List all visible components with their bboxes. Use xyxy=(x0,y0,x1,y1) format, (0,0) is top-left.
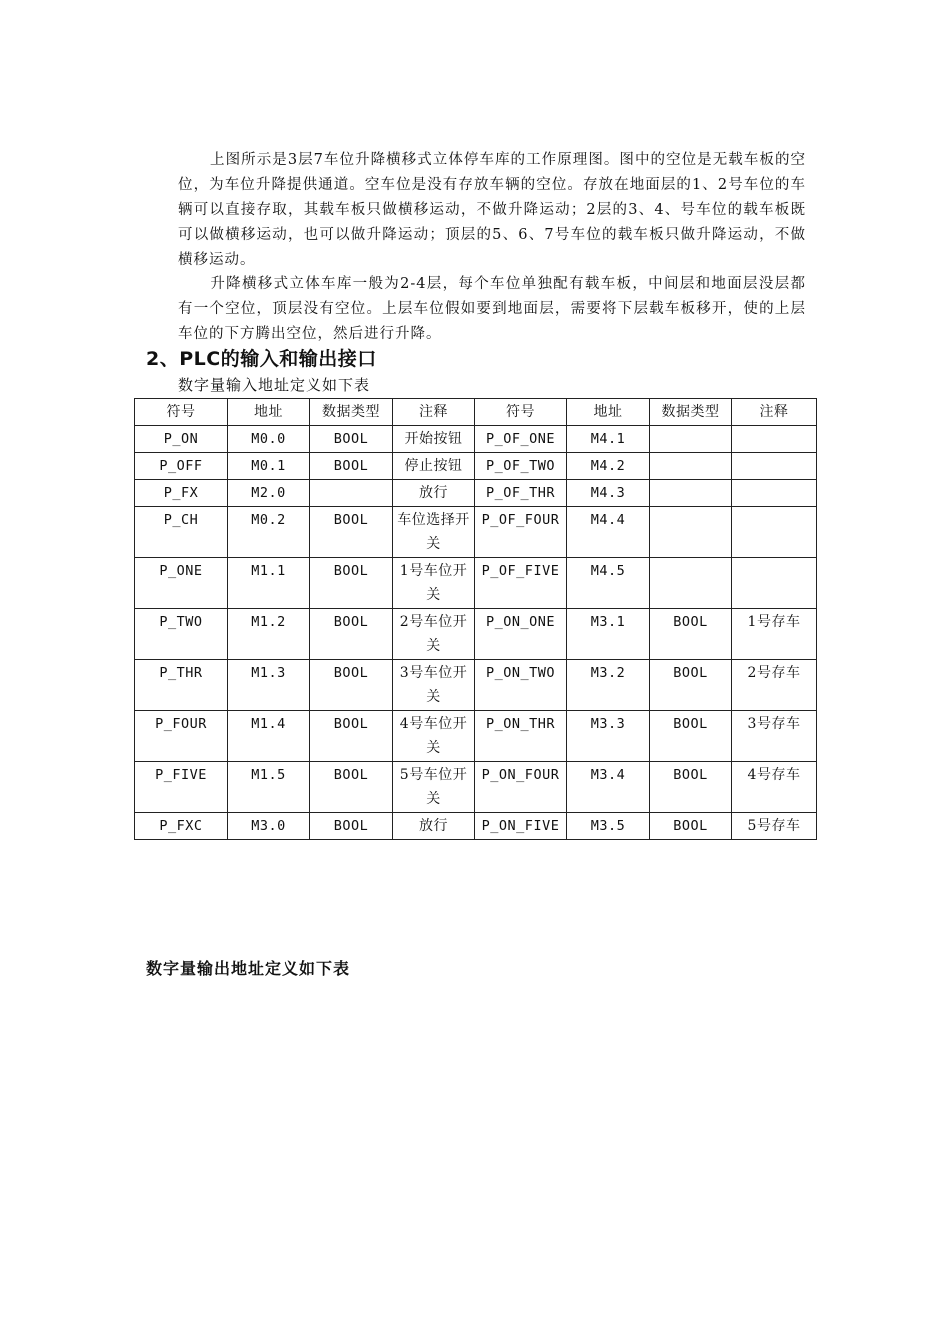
table-cell: 停止按钮 xyxy=(393,453,475,480)
table-cell: 开始按钮 xyxy=(393,426,475,453)
table-cell: P_ON_TWO xyxy=(475,660,567,711)
table-cell xyxy=(650,480,732,507)
table-cell xyxy=(650,507,732,558)
table-cell: 4号车位开关 xyxy=(393,711,475,762)
table-cell: M4.1 xyxy=(567,426,650,453)
table-cell xyxy=(732,480,817,507)
table-cell: P_ON_FIVE xyxy=(475,813,567,840)
table-cell: BOOL xyxy=(650,762,732,813)
table-cell: M2.0 xyxy=(228,480,310,507)
table-cell: P_FOUR xyxy=(135,711,228,762)
table-cell: M3.3 xyxy=(567,711,650,762)
table-cell: P_OF_FIVE xyxy=(475,558,567,609)
table-cell: BOOL xyxy=(310,711,393,762)
paragraph-2-text: 升降横移式立体车库一般为2-4层，每个车位单独配有载车板，中间层和地面层没层都有一个空位，顶层没有空位。上层车位假如要到地面层，需要将下层载车板移开，使的上层车位的下方腾出空位，然后进行升降。 xyxy=(178,276,806,342)
table-row xyxy=(135,813,817,840)
table-cell: M0.2 xyxy=(228,507,310,558)
table-row xyxy=(135,426,817,453)
table-cell: M1.4 xyxy=(228,711,310,762)
table-cell: BOOL xyxy=(310,813,393,840)
paragraph-lift-description xyxy=(178,272,806,347)
table-cell: BOOL xyxy=(310,426,393,453)
section-heading: 2、PLC的输入和输出接口 xyxy=(146,348,377,370)
table-cell: P_CH xyxy=(135,507,228,558)
table-cell: M1.3 xyxy=(228,660,310,711)
table-row xyxy=(135,609,817,660)
table-cell: 车位选择开关 xyxy=(393,507,475,558)
table-cell: 3号车位开关 xyxy=(393,660,475,711)
table-cell: P_FX xyxy=(135,480,228,507)
header-cell: 数据类型 xyxy=(310,399,393,426)
table-row xyxy=(135,660,817,711)
table-cell: 2号车位开关 xyxy=(393,609,475,660)
table-cell: M0.0 xyxy=(228,426,310,453)
table-cell: P_OF_FOUR xyxy=(475,507,567,558)
table-cell: P_OFF xyxy=(135,453,228,480)
table-cell: P_FXC xyxy=(135,813,228,840)
table-cell: BOOL xyxy=(310,609,393,660)
table-cell: BOOL xyxy=(650,813,732,840)
table-cell: 3号存车 xyxy=(732,711,817,762)
table-row xyxy=(135,762,817,813)
table-cell: P_ON xyxy=(135,426,228,453)
table-cell xyxy=(650,558,732,609)
paragraph-1-text: 上图所示是3层7车位升降横移式立体停车库的工作原理图。图中的空位是无载车板的空位，为车位升降提供通道。空车位是没有存放车辆的空位。存放在地面层的1、2号车位的车辆可以直接存取，其载车板只做横移运动，不做升降运动；2层的3、4、号车位的载车板既可以做横移运动，也可以做升降运动；顶层的5、6、7号车位的载车板只做升降运动，不做横移运动。 xyxy=(178,152,806,268)
output-table-caption: 数字量输出地址定义如下表 xyxy=(146,959,351,978)
header-cell: 数据类型 xyxy=(650,399,732,426)
table-cell: M4.2 xyxy=(567,453,650,480)
table-cell: BOOL xyxy=(310,660,393,711)
table-cell: BOOL xyxy=(310,453,393,480)
table-cell: 放行 xyxy=(393,813,475,840)
table-cell: 1号车位开关 xyxy=(393,558,475,609)
table-cell: P_FIVE xyxy=(135,762,228,813)
table-cell: BOOL xyxy=(310,507,393,558)
table-cell: M4.4 xyxy=(567,507,650,558)
table-cell xyxy=(732,558,817,609)
table-cell: P_TWO xyxy=(135,609,228,660)
header-cell: 地址 xyxy=(567,399,650,426)
header-cell: 符号 xyxy=(475,399,567,426)
table-row xyxy=(135,507,817,558)
table-cell: M3.4 xyxy=(567,762,650,813)
table-cell: BOOL xyxy=(310,762,393,813)
table-row xyxy=(135,558,817,609)
table-cell: M4.5 xyxy=(567,558,650,609)
table-cell: BOOL xyxy=(310,558,393,609)
input-table-caption: 数字量输入地址定义如下表 xyxy=(178,376,371,394)
table-cell xyxy=(650,453,732,480)
table-cell: M3.0 xyxy=(228,813,310,840)
table-cell: P_OF_THR xyxy=(475,480,567,507)
table-cell: M3.5 xyxy=(567,813,650,840)
table-cell: 2号存车 xyxy=(732,660,817,711)
table-row xyxy=(135,480,817,507)
table-cell: M1.5 xyxy=(228,762,310,813)
paragraph-parking-principle xyxy=(178,148,806,273)
table-cell xyxy=(650,426,732,453)
table-cell xyxy=(732,426,817,453)
table-row xyxy=(135,711,817,762)
table-cell: 1号存车 xyxy=(732,609,817,660)
table-cell: M1.2 xyxy=(228,609,310,660)
table-cell: M3.1 xyxy=(567,609,650,660)
table-row xyxy=(135,453,817,480)
header-cell: 地址 xyxy=(228,399,310,426)
table-cell xyxy=(310,480,393,507)
table-cell: P_OF_TWO xyxy=(475,453,567,480)
table-cell: P_THR xyxy=(135,660,228,711)
table-cell: BOOL xyxy=(650,609,732,660)
table-cell: P_OF_ONE xyxy=(475,426,567,453)
table-cell: 4号存车 xyxy=(732,762,817,813)
table-cell: 放行 xyxy=(393,480,475,507)
table-cell xyxy=(732,453,817,480)
table-cell: M4.3 xyxy=(567,480,650,507)
input-address-table xyxy=(134,398,817,840)
table-cell: BOOL xyxy=(650,711,732,762)
table-cell: P_ON_ONE xyxy=(475,609,567,660)
table-cell: P_ONE xyxy=(135,558,228,609)
table-cell: 5号车位开关 xyxy=(393,762,475,813)
table-cell: P_ON_THR xyxy=(475,711,567,762)
table-cell: M1.1 xyxy=(228,558,310,609)
table-cell: P_ON_FOUR xyxy=(475,762,567,813)
table-cell: 5号存车 xyxy=(732,813,817,840)
header-cell: 注释 xyxy=(732,399,817,426)
header-cell: 注释 xyxy=(393,399,475,426)
table-cell: M0.1 xyxy=(228,453,310,480)
header-cell: 符号 xyxy=(135,399,228,426)
table-cell: M3.2 xyxy=(567,660,650,711)
table-cell: BOOL xyxy=(650,660,732,711)
table-header-row xyxy=(135,399,817,426)
table-cell xyxy=(732,507,817,558)
